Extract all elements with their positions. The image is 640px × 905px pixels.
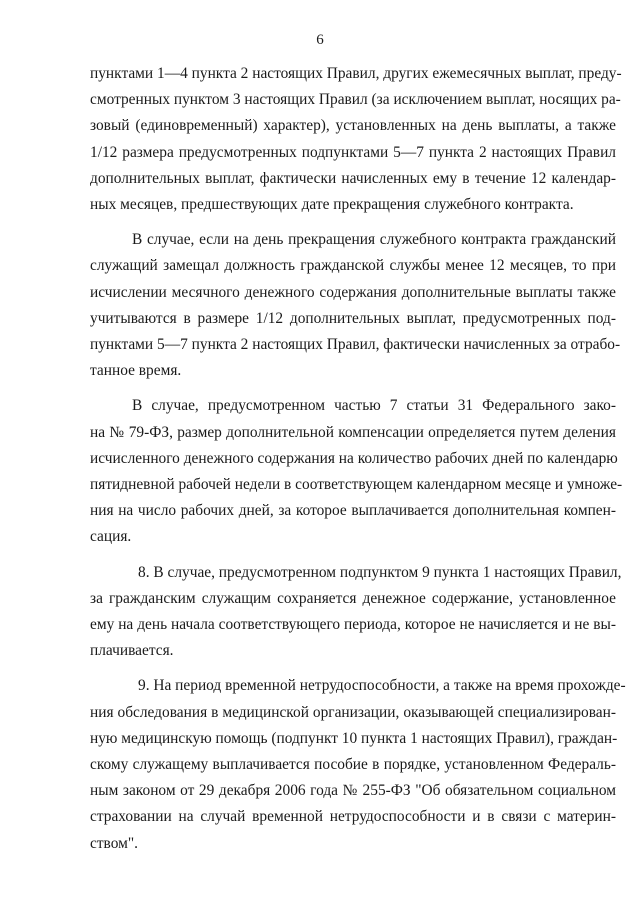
text-line: зовый (единовременный) характер), установленных на день выплаты, а также	[90, 117, 616, 135]
document-body	[90, 61, 626, 857]
text-line: ных месяцев, предшествующих дате прекращения служебного контракта.	[90, 196, 574, 214]
text-line: 8. В случае, предусмотренном подпунктом 9 пункта 1 настоящих Правил,	[138, 563, 622, 581]
paragraph-1	[90, 61, 622, 218]
text-line: плачивается.	[90, 642, 174, 660]
paragraph-4	[90, 560, 622, 665]
text-line: ния на число рабочих дней, за которое выплачивается дополнительная компен-	[90, 502, 616, 520]
text-line: служащий замещал должность гражданской службы менее 12 месяцев, то при	[90, 257, 616, 275]
text-line: исчислении месячного денежного содержания дополнительные выплаты также	[90, 283, 616, 301]
paragraph-2	[90, 227, 621, 384]
text-line: сация.	[90, 528, 132, 546]
paragraph-5	[90, 673, 626, 856]
text-line: пятидневной рабочей недели в соответствующем календарном месяце и умноже-	[90, 476, 623, 494]
page-number: 6	[316, 32, 324, 48]
text-line: дополнительных выплат, фактически начисленных ему в течение 12 календар-	[90, 169, 616, 187]
text-line: на № 79-ФЗ, размер дополнительной компенсации определяется путем деления	[90, 423, 616, 441]
text-line: ством".	[90, 834, 138, 852]
text-line: 1/12 размера предусмотренных подпунктами 5—7 пункта 2 настоящих Правил	[90, 143, 616, 161]
text-line: ным законом от 29 декабря 2006 года № 255-ФЗ "Об обязательном социальном	[90, 782, 616, 800]
text-line: пунктами 5—7 пункта 2 настоящих Правил, фактически начисленных за отрабо-	[90, 336, 621, 354]
text-line: В случае, предусмотренном частью 7 статьи 31 Федерального зако-	[132, 397, 616, 415]
text-line: 9. На период временной нетрудоспособности, а также на время прохожде-	[138, 677, 626, 695]
text-line: ную медицинскую помощь (подпункт 10 пункта 1 настоящих Правил), граждан-	[90, 729, 618, 747]
text-line: учитываются в размере 1/12 дополнительных выплат, предусмотренных под-	[90, 309, 616, 327]
text-line: В случае, если на день прекращения служебного контракта гражданский	[132, 231, 616, 249]
text-line: танное время.	[90, 362, 182, 380]
text-line: ния обследования в медицинской организации, оказывающей специализирован-	[90, 703, 616, 721]
paragraph-3	[90, 393, 623, 550]
text-line: страховании на случай временной нетрудоспособности и в связи с материн-	[90, 808, 616, 826]
text-line: исчисленного денежного содержания на количество рабочих дней по календарю	[90, 449, 618, 467]
text-line: за гражданским служащим сохраняется денежное содержание, установленное	[90, 589, 616, 607]
text-line: скому служащему выплачивается пособие в порядке, установленном Федераль-	[90, 756, 616, 774]
text-line: ему на день начала соответствующего периода, которое не начисляется и не вы-	[90, 616, 616, 634]
text-line: пунктами 1—4 пункта 2 настоящих Правил, других ежемесячных выплат, преду-	[90, 65, 622, 82]
text-line: смотренных пунктом 3 настоящих Правил (за исключением выплат, носящих ра-	[90, 91, 621, 109]
